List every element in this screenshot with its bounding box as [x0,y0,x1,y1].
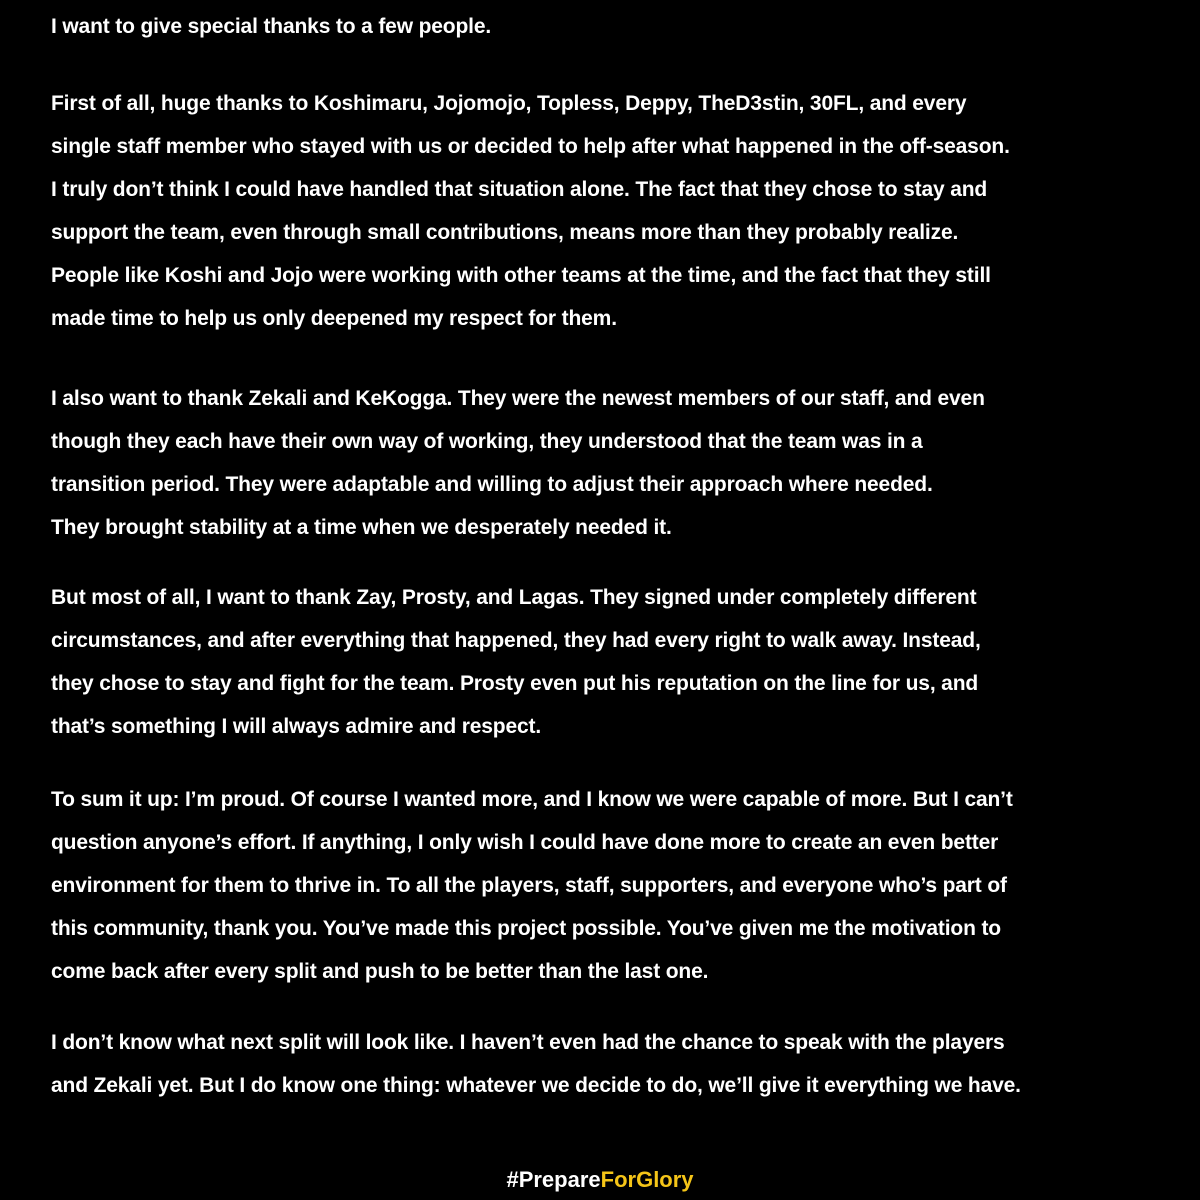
statement-line: and Zekali yet. But I do know one thing: whatever we decide to do, we’ll give it everything we have. [51,1074,1021,1097]
hashtag-prefix: #Prepare [506,1167,601,1192]
statement-line: support the team, even through small contributions, means more than they probably realize. [51,221,959,244]
statement-line: they chose to stay and fight for the team. Prosty even put his reputation on the line for us, and [51,672,979,695]
statement-line: To sum it up: I’m proud. Of course I wanted more, and I know we were capable of more. But I can’t [51,788,1013,811]
statement-line: I truly don’t think I could have handled that situation alone. The fact that they chose to stay and [51,178,988,201]
statement-line: made time to help us only deepened my respect for them. [51,307,617,330]
statement-line: First of all, huge thanks to Koshimaru, Jojomojo, Topless, Deppy, TheD3stin, 30FL, and every [51,92,967,115]
statement-line: I want to give special thanks to a few people. [51,15,492,38]
statement-line: I also want to thank Zekali and KeKogga. They were the newest members of our staff, and even [51,387,985,410]
statement-line: People like Koshi and Jojo were working with other teams at the time, and the fact that they still [51,264,991,287]
hashtag-highlight: ForGlory [600,1167,694,1192]
hashtag [0,1164,1200,1196]
statement-line: circumstances, and after everything that happened, they had every right to walk away. Instead, [51,629,981,652]
statement-line: that’s something I will always admire and respect. [51,715,542,738]
statement-line: this community, thank you. You’ve made this project possible. You’ve given me the motivation to [51,917,1001,940]
statement-line: I don’t know what next split will look like. I haven’t even had the chance to speak with the players [51,1031,1005,1054]
statement-line: They brought stability at a time when we desperately needed it. [51,516,672,539]
statement-line: question anyone’s effort. If anything, I only wish I could have done more to create an even better [51,831,999,854]
statement-line: But most of all, I want to thank Zay, Prosty, and Lagas. They signed under completely different [51,586,977,609]
statement-line: though they each have their own way of working, they understood that the team was in a [51,430,923,453]
statement-line: environment for them to thrive in. To all the players, staff, supporters, and everyone who’s part of [51,874,1007,897]
statement-line: single staff member who stayed with us or decided to help after what happened in the off-season. [51,135,1010,158]
statement-line: come back after every split and push to be better than the last one. [51,960,709,983]
statement-line: transition period. They were adaptable and willing to adjust their approach where needed. [51,473,933,496]
